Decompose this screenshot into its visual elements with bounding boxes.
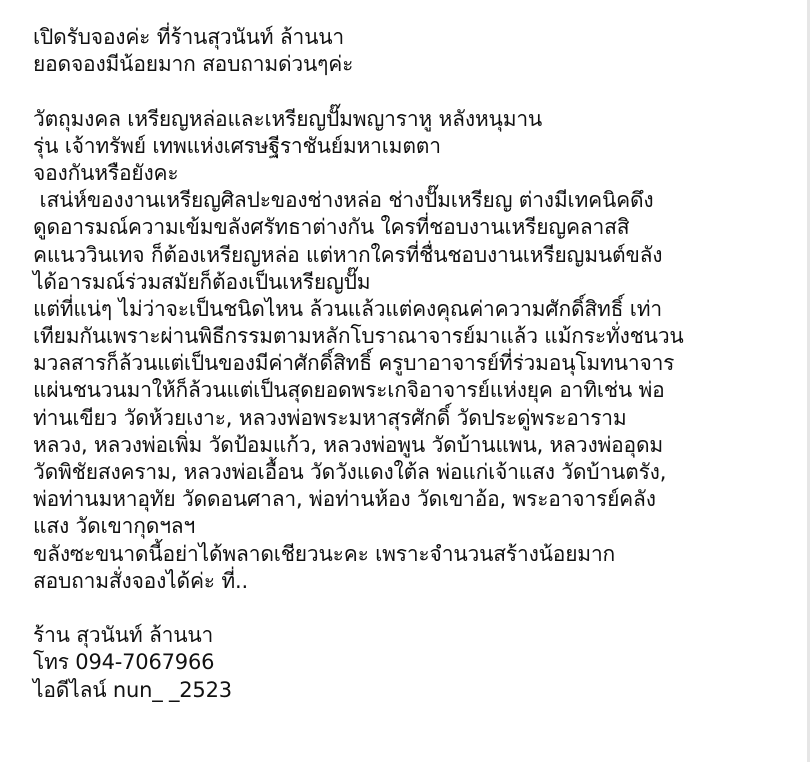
body-line-1: เสน่ห์ของงานเหรียญศิลปะของช่างหล่อ ช่างปั๊มเหรียญ ต่างมีเทคนิคดึง (33, 188, 654, 213)
line-id: ไอดีไลน์ nun_ _2523 (33, 677, 232, 702)
body-line-15: สอบถามสั่งจองได้ค่ะ ที่.. (33, 568, 248, 593)
intro-line-2: รุ่น เจ้าทรัพย์ เทพแห่งเศรษฐีราชันย์มหาเมตตา (33, 133, 441, 158)
shop-name: ร้าน สุวนันท์ ล้านนา (33, 623, 214, 648)
body-line-9: ท่านเขียว วัดห้วยเงาะ, หลวงพ่อพระมหาสุรศักดิ์ วัดประดู่พระอาราม (33, 405, 627, 430)
header-line-1: เปิดรับจองค่ะ ที่ร้านสุวนันท์ ล้านนา (33, 25, 344, 49)
phone-number: โทร 094-7067966 (33, 650, 215, 675)
body-line-14: ขลังซะขนาดนี้อย่าได้พลาดเชียวนะคะ เพราะจำนวนสร้างน้อยมาก (33, 541, 616, 566)
intro-line-1: วัตถุมงคล เหรียญหล่อและเหรียญปั๊มพญาราหู หลังหนุมาน (33, 106, 543, 131)
blank-line (33, 595, 803, 622)
intro-line-3: จองกันหรือยังคะ (33, 160, 179, 185)
body-line-5: แต่ที่แน่ๆ ไม่ว่าจะเป็นชนิดไหน ล้วนแล้วแต่คงคุณค่าความศักดิ์สิทธิ์ เท่า (33, 296, 662, 321)
body-line-3: คแนววินเทจ ก็ต้องเหรียญหล่อ แต่หากใครที่ชื่นชอบงานเหรียญมนต์ขลัง (33, 242, 663, 267)
body-line-10: หลวง, หลวงพ่อเพิ่ม วัดป้อมแก้ว, หลวงพ่อพูน วัดบ้านแพน, หลวงพ่ออุดม (33, 432, 664, 457)
body-line-2: ดูดอารมณ์ความเข้มขลังศรัทธาต่างกัน ใครที่ชอบงานเหรียญคลาสสิ (33, 215, 630, 240)
blank-line (33, 78, 803, 105)
header-line-2: ยอดจองมีน้อยมาก สอบถามด่วนๆค่ะ (33, 52, 354, 77)
body-line-4: ได้อารมณ์ร่วมสมัยก็ต้องเป็นเหรียญปั๊ม (33, 269, 371, 294)
body-line-12: พ่อท่านมหาอุทัย วัดดอนศาลา, พ่อท่านห้อง วัดเขาอ้อ, พระอาจารย์คลัง (33, 487, 656, 512)
body-line-8: แผ่นชนวนมาให้ก็ล้วนแต่เป็นสุดยอดพระเกจิอาจารย์แห่งยุค อาทิเช่น พ่อ (33, 378, 665, 403)
body-line-6: เทียมกันเพราะผ่านพิธีกรรมตามหลักโบราณาจารย์มาแล้ว แม้กระทั่งชนวน (33, 324, 684, 349)
body-line-11: วัดพิชัยสงคราม, หลวงพ่อเอื้อน วัดวังแดงใต้ล พ่อแก่เจ้าแสง วัดบ้านตรัง, (33, 460, 667, 484)
body-line-13: แสง วัดเขากุดฯลฯ (33, 514, 196, 539)
announcement-text (33, 24, 803, 704)
body-line-7: มวลสารก็ล้วนแต่เป็นของมีค่าศักดิ์สิทธิ์ ครูบาอาจารย์ที่ร่วมอนุโมทนาจาร (33, 351, 675, 376)
